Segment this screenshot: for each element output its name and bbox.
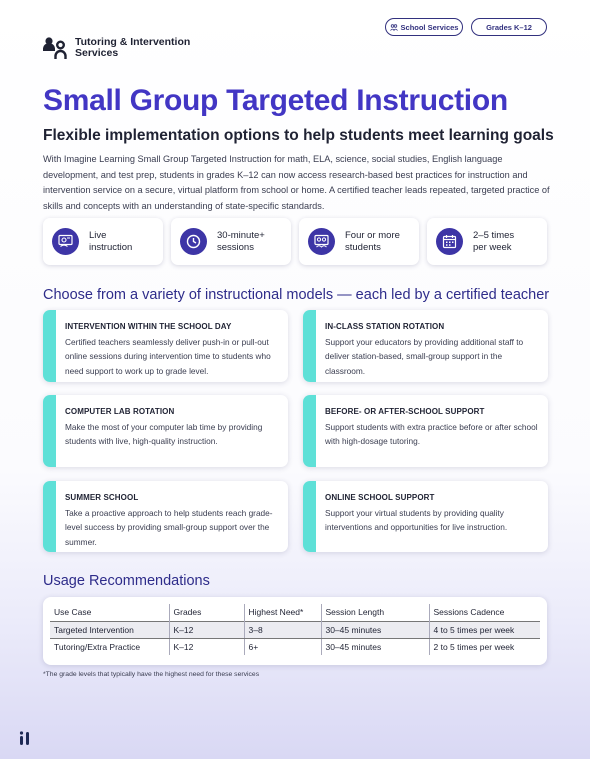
feature-line: 30-minute+ bbox=[217, 229, 265, 241]
accent-bar bbox=[43, 310, 56, 382]
model-card bbox=[43, 395, 288, 467]
model-description: Certified teachers seamlessly deliver push-in or pull-out online sessions during intervention time to students who need support to work up to grade level. bbox=[65, 337, 271, 376]
table-cell: K–12 bbox=[169, 621, 244, 638]
model-title: SUMMER SCHOOL bbox=[65, 493, 139, 502]
feature-line: Four or more bbox=[345, 229, 400, 241]
model-title: COMPUTER LAB ROTATION bbox=[65, 407, 175, 416]
column-header: Session Length bbox=[321, 604, 429, 621]
usage-heading: Usage Recommendations bbox=[43, 573, 210, 589]
imagine-learning-logo-icon bbox=[19, 731, 31, 745]
table-cell: Tutoring/Extra Practice bbox=[54, 641, 141, 652]
table-cell: 2 to 5 times per week bbox=[429, 638, 540, 655]
badge-label: Grades K–12 bbox=[486, 22, 532, 32]
models-heading: Choose from a variety of instructional models — each led by a certified teacher bbox=[43, 287, 550, 303]
model-description: Support your virtual students by providing quality interventions and opportunities for live instruction. bbox=[325, 508, 508, 533]
feature-line: sessions bbox=[217, 241, 254, 253]
feature-group-size bbox=[299, 218, 419, 265]
people-icon bbox=[390, 24, 398, 31]
table-cell: 4 to 5 times per week bbox=[429, 621, 540, 638]
feature-line: students bbox=[345, 241, 381, 253]
table-cell: 30–45 minutes bbox=[321, 638, 429, 655]
column-header: Highest Need* bbox=[244, 604, 321, 621]
column-header: Use Case bbox=[54, 607, 92, 618]
model-title: BEFORE- OR AFTER-SCHOOL SUPPORT bbox=[325, 407, 485, 416]
model-title: ONLINE SCHOOL SUPPORT bbox=[325, 493, 435, 502]
model-title: IN-CLASS STATION ROTATION bbox=[325, 322, 445, 331]
students-screen-icon bbox=[308, 228, 335, 255]
model-card bbox=[303, 481, 548, 552]
table-row bbox=[50, 638, 540, 655]
accent-bar bbox=[303, 310, 316, 382]
column-header: Grades bbox=[169, 604, 244, 621]
model-card bbox=[303, 395, 548, 467]
model-description: Support your educators by providing additional staff to deliver station-based, small-group support in the classroom. bbox=[325, 337, 524, 376]
model-description: Support students with extra practice before or after school with high-dosage tutoring. bbox=[325, 422, 538, 447]
accent-bar bbox=[303, 395, 316, 467]
brand-logo bbox=[43, 36, 190, 60]
grades-badge bbox=[471, 18, 547, 36]
page-subtitle: Flexible implementation options to help students meet learning goals bbox=[43, 127, 554, 144]
accent-bar bbox=[43, 481, 56, 552]
badge-label: School Services bbox=[400, 22, 459, 32]
tutoring-logo-icon bbox=[43, 36, 68, 60]
model-card bbox=[303, 310, 548, 382]
feature-session-length bbox=[171, 218, 291, 265]
feature-line: per week bbox=[473, 241, 512, 253]
table-cell: 6+ bbox=[244, 638, 321, 655]
table-row bbox=[50, 621, 540, 638]
feature-line: instruction bbox=[89, 241, 133, 253]
table-cell: Targeted Intervention bbox=[50, 621, 169, 638]
table-cell: K–12 bbox=[169, 638, 244, 655]
table-cell: 3–8 bbox=[244, 621, 321, 638]
accent-bar bbox=[303, 481, 316, 552]
feature-line: Live bbox=[89, 229, 107, 241]
live-instruction-icon bbox=[52, 228, 79, 255]
page-title: Small Group Targeted Instruction bbox=[43, 84, 508, 117]
feature-live-instruction bbox=[43, 218, 163, 265]
model-card bbox=[43, 310, 288, 382]
usage-table bbox=[50, 604, 540, 655]
table-cell: 30–45 minutes bbox=[321, 621, 429, 638]
table-header-row bbox=[50, 604, 540, 621]
calendar-icon bbox=[436, 228, 463, 255]
model-title: INTERVENTION WITHIN THE SCHOOL DAY bbox=[65, 322, 232, 331]
intro-paragraph: With Imagine Learning Small Group Targeted Instruction for math, ELA, science, social studies, English language development, and test prep, students in grades K–12 can now access research-based best practices for instruction and intervention service on a secure, virtual platform from school or home. A certified teacher leads repeated, targeted practice of skills and concepts with an understanding of state-specific standards. bbox=[43, 154, 550, 212]
model-description: Take a proactive approach to help students reach grade-level success by providing small-group support over the summer. bbox=[65, 508, 273, 547]
school-services-badge bbox=[385, 18, 463, 36]
accent-bar bbox=[43, 395, 56, 467]
logo-text: Tutoring & Intervention Services bbox=[75, 36, 191, 59]
model-description: Make the most of your computer lab time by providing students with live, high-quality instruction. bbox=[65, 422, 263, 447]
model-card bbox=[43, 481, 288, 552]
column-header: Sessions Cadence bbox=[429, 604, 540, 621]
feature-line: 2–5 times bbox=[473, 229, 515, 241]
feature-frequency bbox=[427, 218, 547, 265]
clock-icon bbox=[180, 228, 207, 255]
usage-table-card bbox=[43, 597, 547, 665]
footnote: *The grade levels that typically have the highest need for these services bbox=[43, 671, 260, 678]
